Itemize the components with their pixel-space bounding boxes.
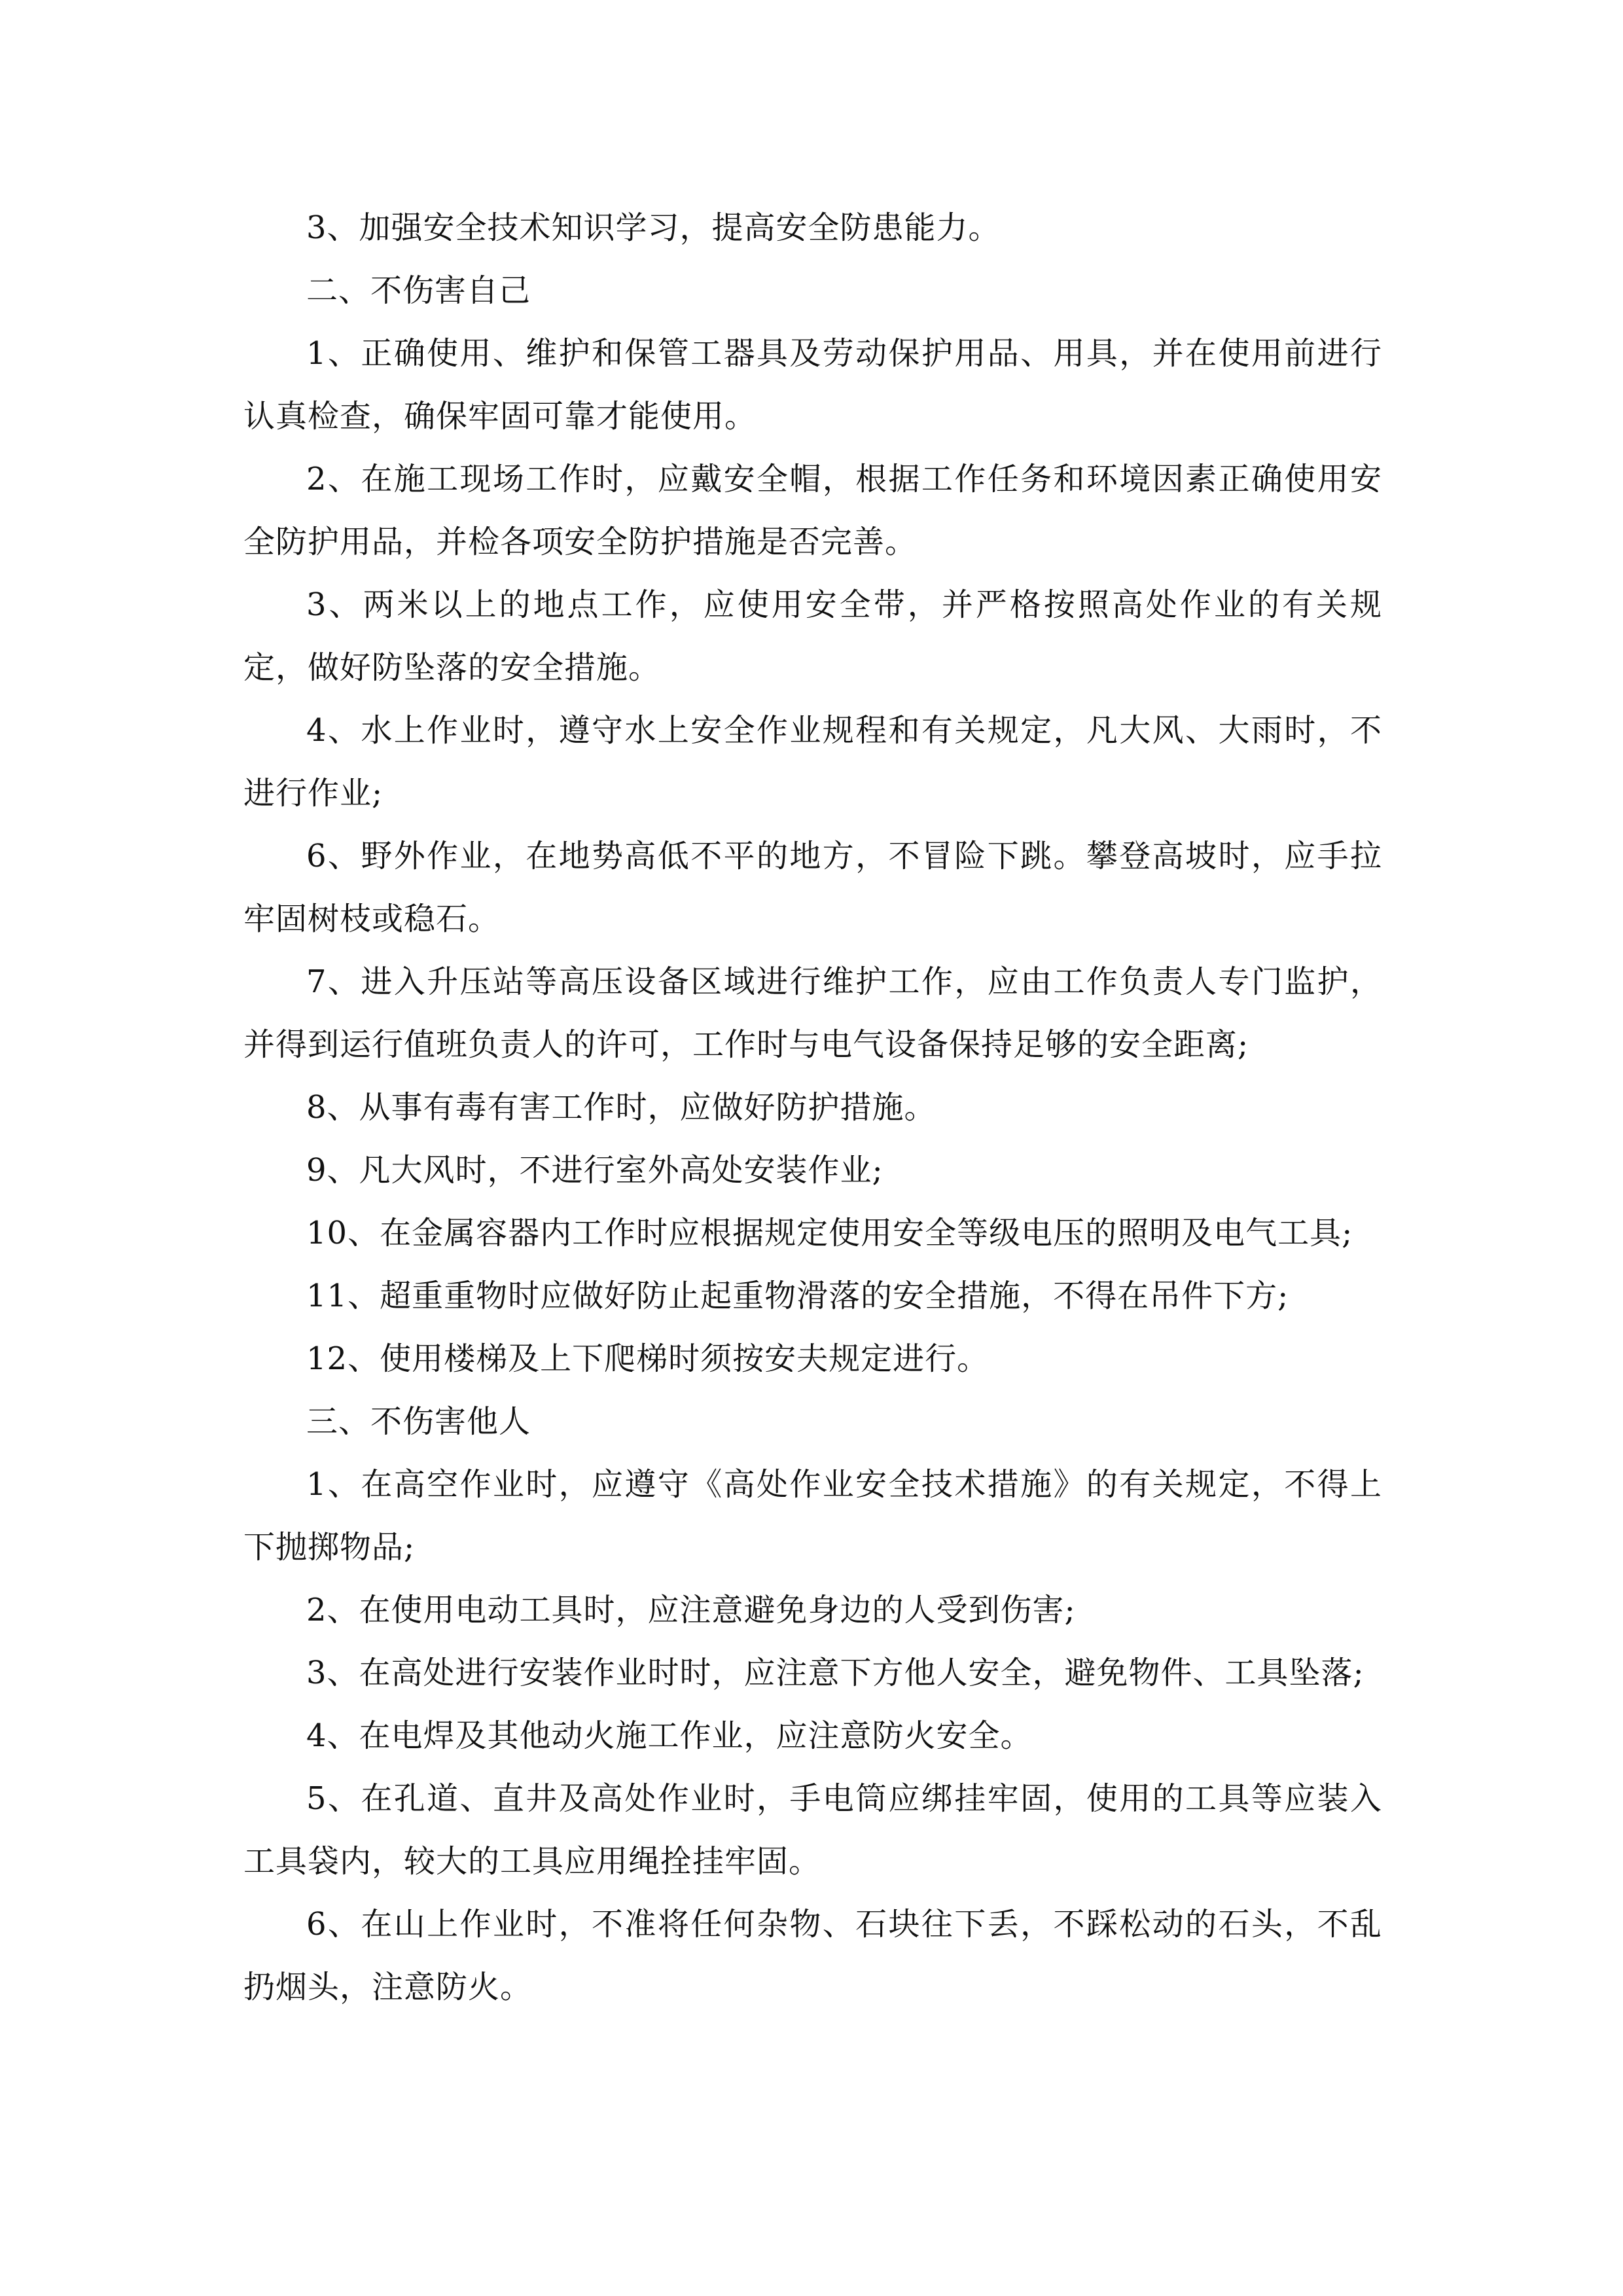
paragraph: 5、在孔道、直井及高处作业时，手电筒应绑挂牢固，使用的工具等应装入工具袋内，较大的工具应用绳拴挂牢固。 [243, 1780, 1382, 1880]
paragraph: 10、在金属容器内工作时应根据规定使用安全等级电压的照明及电气工具; [306, 1215, 1353, 1251]
paragraph: 11、超重重物时应做好防止起重物滑落的安全措施，不得在吊件下方; [306, 1278, 1289, 1314]
paragraph: 7、进入升压站等高压设备区域进行维护工作，应由工作负责人专门监护，并得到运行值班负责人的许可，工作时与电气设备保持足够的安全距离; [243, 963, 1382, 1063]
paragraph: 3、在高处进行安装作业时时，应注意下方他人安全，避免物件、工具坠落; [306, 1655, 1364, 1691]
paragraph: 1、正确使用、维护和保管工器具及劳动保护用品、用具，并在使用前进行认真检查，确保牢固可靠才能使用。 [243, 335, 1382, 435]
section-heading: 三、不伤害他人 [306, 1403, 531, 1440]
document-body [243, 196, 1382, 2018]
paragraph: 4、水上作业时，遵守水上安全作业规程和有关规定，凡大风、大雨时，不进行作业; [243, 712, 1382, 812]
paragraph: 8、从事有毒有害工作时，应做好防护措施。 [306, 1089, 936, 1126]
paragraph: 2、在施工现场工作时，应戴安全帽，根据工作任务和环境因素正确使用安全防护用品，并检各项安全防护措施是否完善。 [243, 461, 1382, 560]
paragraph: 3、加强安全技术知识学习，提高安全防患能力。 [306, 209, 1001, 246]
paragraph: 6、野外作业，在地势高低不平的地方，不冒险下跳。攀登高坡时，应手拉牢固树枝或稳石。 [243, 838, 1382, 937]
paragraph: 1、在高空作业时，应遵守《高处作业安全技术措施》的有关规定，不得上下抛掷物品; [243, 1466, 1382, 1566]
paragraph: 9、凡大风时，不进行室外高处安装作业; [306, 1152, 883, 1189]
paragraph: 12、使用楼梯及上下爬梯时须按安夫规定进行。 [306, 1340, 990, 1377]
paragraph: 3、两米以上的地点工作，应使用安全带，并严格按照高处作业的有关规定，做好防坠落的安全措施。 [243, 586, 1382, 686]
paragraph: 2、在使用电动工具时，应注意避免身边的人受到伤害; [306, 1592, 1076, 1628]
paragraph: 6、在山上作业时，不准将任何杂物、石块往下丢，不踩松动的石头，不乱扔烟头，注意防火。 [243, 1906, 1382, 2005]
section-heading: 二、不伤害自己 [306, 272, 531, 309]
paragraph: 4、在电焊及其他动火施工作业，应注意防火安全。 [306, 1717, 1033, 1754]
